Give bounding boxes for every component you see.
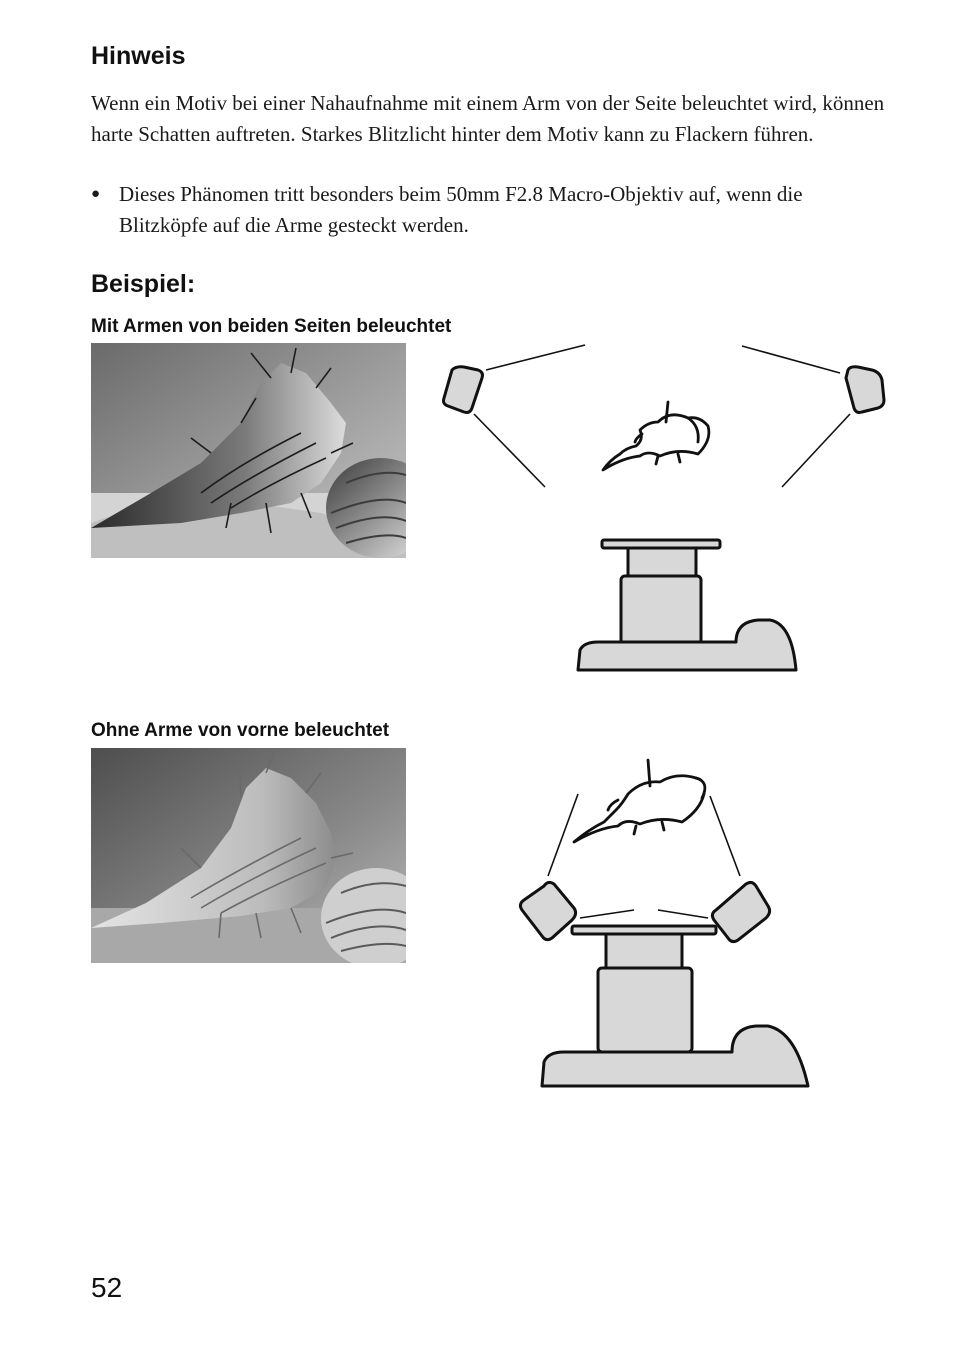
shell-photo-front-lit bbox=[91, 748, 406, 963]
camera-icon bbox=[578, 540, 796, 670]
note-bullet-text: Dieses Phänomen tritt besonders beim 50mm F2.8 Macro-Objektiv auf, wenn die Blitzköpfe auf die Arme gesteckt werden. bbox=[119, 182, 803, 237]
shell-subject-icon bbox=[603, 402, 709, 470]
example-heading: Beispiel: bbox=[91, 270, 196, 298]
left-flash-icon bbox=[520, 882, 575, 939]
left-flash-icon bbox=[444, 367, 483, 413]
shell-subject-icon bbox=[574, 760, 705, 842]
light-ray bbox=[782, 414, 850, 487]
camera-icon bbox=[542, 926, 808, 1086]
light-ray bbox=[742, 346, 840, 373]
case-front-title: Ohne Arme von vorne beleuchtet bbox=[91, 720, 390, 741]
light-ray bbox=[580, 910, 634, 918]
light-ray bbox=[474, 414, 545, 487]
note-paragraph: Wenn ein Motiv bei einer Nahaufnahme mit einem Arm von der Seite beleuchtet wird, können harte Schatten auftreten. Starkes Blitzlicht hinter dem Motiv kann zu Flackern führen. bbox=[91, 91, 885, 146]
note-heading: Hinweis bbox=[91, 42, 186, 70]
right-flash-icon bbox=[846, 367, 884, 413]
bullet-icon: ● bbox=[91, 186, 101, 202]
light-ray bbox=[486, 345, 585, 370]
right-flash-icon bbox=[712, 882, 769, 941]
page-number: 52 bbox=[91, 1272, 123, 1303]
light-ray bbox=[658, 910, 708, 918]
side-lighting-diagram bbox=[430, 330, 890, 680]
shell-photo-side-lit bbox=[91, 343, 406, 558]
front-lighting-diagram bbox=[510, 750, 830, 1100]
note-bullet bbox=[91, 179, 891, 240]
light-ray bbox=[548, 794, 578, 876]
light-ray bbox=[710, 796, 740, 876]
case-side-title: Mit Armen von beiden Seiten beleuchtet bbox=[91, 316, 452, 337]
